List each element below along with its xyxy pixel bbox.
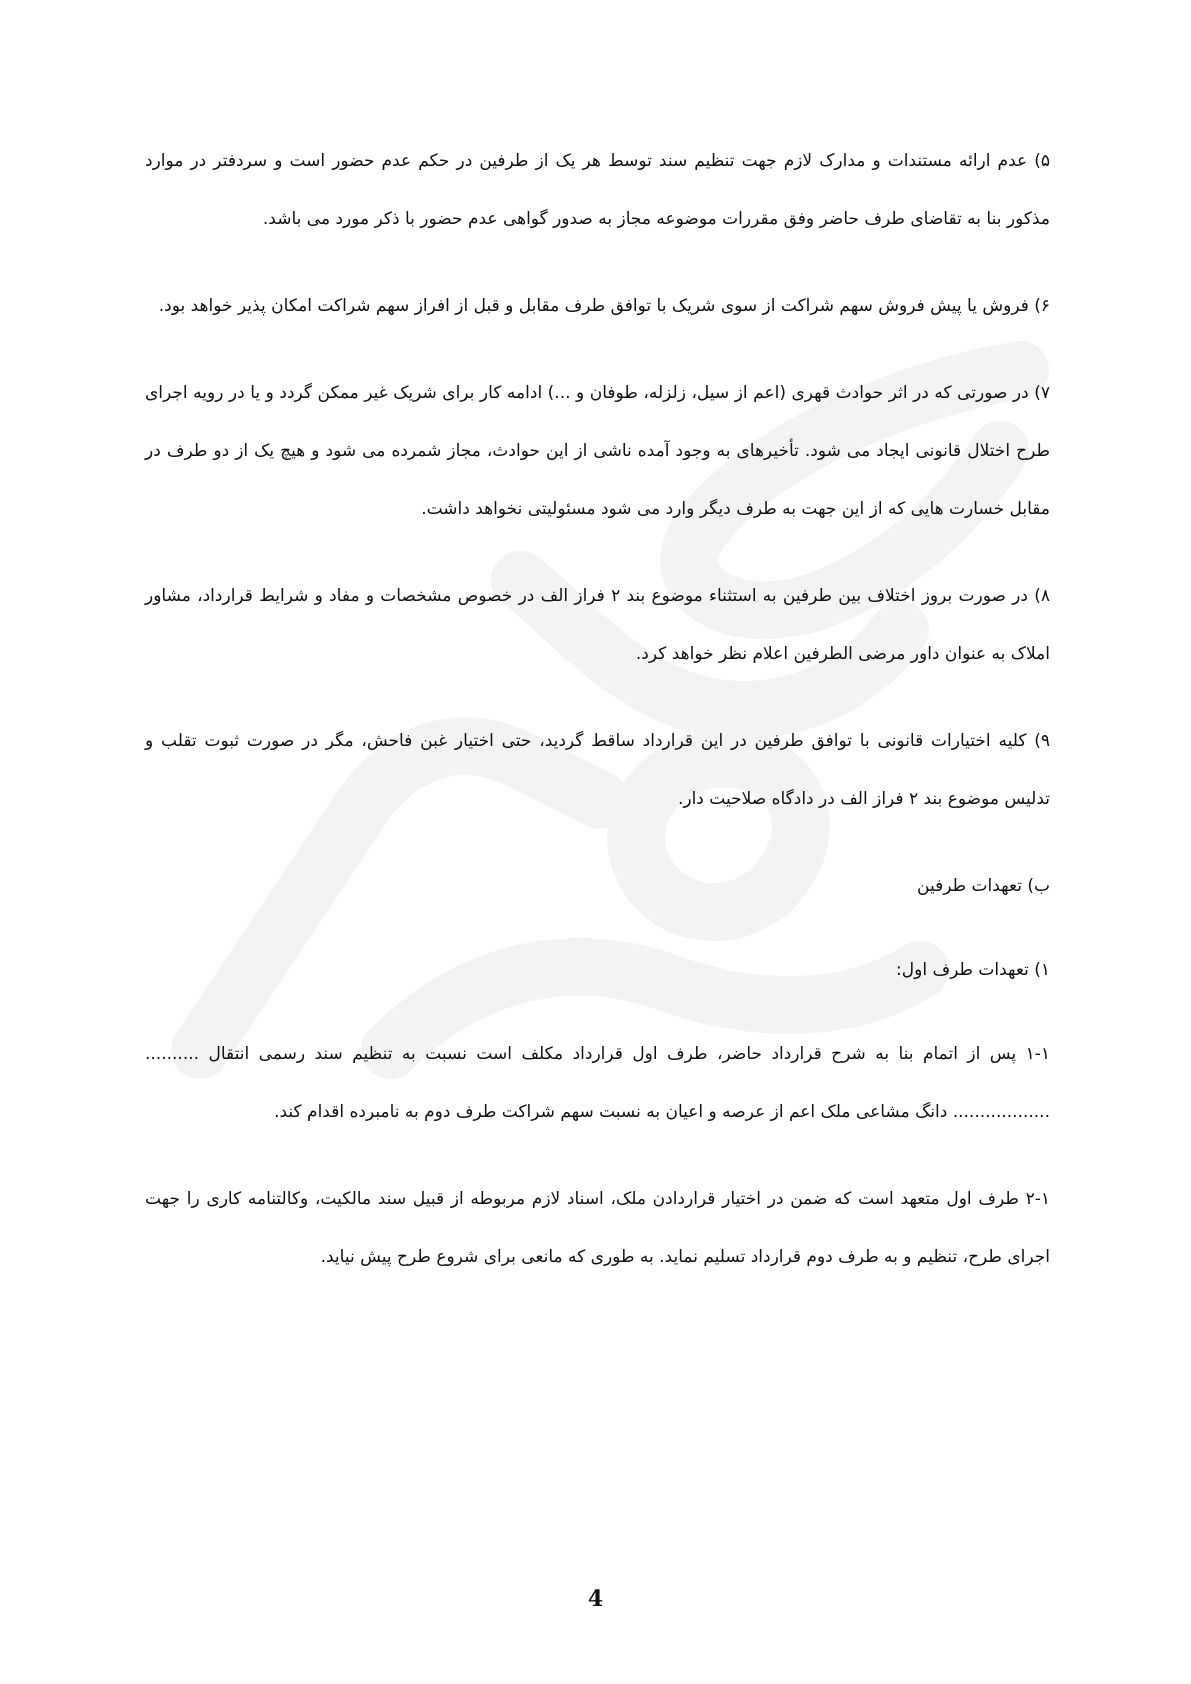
paragraph-clause-8: ۸) در صورت بروز اختلاف بین طرفین به استثناء موضوع بند ۲ فراز الف در خصوص مشخصات و مفاد و شرایط قرارداد، مشاور املاک به عنوان داور مرضی الطرفین اعلام نظر خواهد کرد. <box>145 586 1050 664</box>
paragraph-clause-6: ۶) فروش یا پیش فروش سهم شراکت از سوی شریک با توافق طرف مقابل و قبل از افراز سهم شراکت امکان پذیر خواهد بود. <box>158 296 1050 316</box>
subsection-heading: ۱) تعهدات طرف اول: <box>896 960 1050 980</box>
paragraph-clause-7: ۷) در صورتی که در اثر حوادث قهری (اعم از سیل، زلزله، طوفان و ...) ادامه کار برای شریک غیر ممکن گردد و یا در رویه اجرای طرح اختلال قانونی ایجاد می شود. تأخیرهای به وجود آمده ناشی از این حوادث، مجاز شمرده می شود و هیچ یک از دو طرف در مقابل خسارت هایی که از این جهت به طرف دیگر وارد می شود مسئولیتی نخواهد داشت. <box>145 383 1050 519</box>
paragraph-clause-5: ۵) عدم ارائه مستندات و مدارک لازم جهت تنظیم سند توسط هر یک از طرفین در حکم عدم حضور است و سردفتر در موارد مذکور بنا به تقاضای طرف حاضر وفق مقررات موضوعه مجاز به صدور گواهی عدم حضور با ذکر مورد می باشد. <box>145 151 1050 229</box>
page-number: 4 <box>587 1586 604 1612</box>
paragraph-clause-9: ۹) کلیه اختیارات قانونی با توافق طرفین در این قرارداد ساقط گردید، حتی اختیار غبن فاحش، مگر در صورت ثبوت تقلب و تدلیس موضوع بند ۲ فراز الف در دادگاه صلاحیت دار. <box>145 731 1050 809</box>
section-heading: ب) تعهدات طرفین <box>917 876 1050 896</box>
paragraph-clause-1-1: ۱-۱ پس از اتمام بنا به شرح قرارداد حاضر، طرف اول قرارداد مکلف است نسبت به تنظیم سند رسمی انتقال .......... .................. دانگ مشاعی ملک اعم از عرصه و اعیان به نسبت سهم شراکت طرف دوم به نامبرده اقدام کند. <box>145 1044 1050 1122</box>
paragraph-clause-2-1: ۲-۱ طرف اول متعهد است که ضمن در اختیار قراردادن ملک، اسناد لازم مربوطه از قبیل سند مالکیت، وکالتنامه کاری را جهت اجرای طرح، تنظیم و به طرف دوم قرارداد تسلیم نماید. به طوری که مانعی برای شروع طرح پیش نیاید. <box>145 1189 1050 1267</box>
document-body <box>145 132 1050 1315</box>
